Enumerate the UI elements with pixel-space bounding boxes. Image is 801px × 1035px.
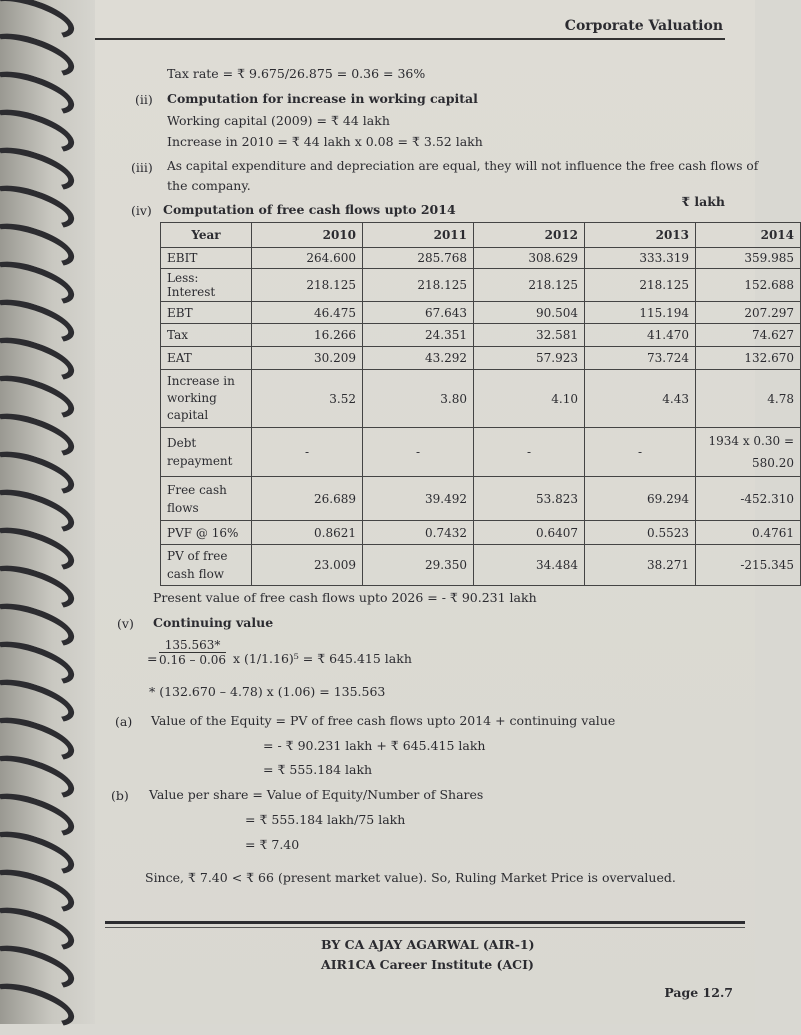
tax-rate-line: Tax rate = ₹ 9.675/26.875 = 0.36 = 36%: [167, 66, 426, 81]
table-cell: 207.297: [696, 302, 801, 324]
row-label: Free cash flows: [161, 477, 252, 521]
table-cell: 67.643: [363, 302, 474, 324]
header-cell: 2014: [696, 223, 801, 248]
row-label: Tax: [161, 324, 252, 347]
continuing-value-fraction: [159, 638, 226, 667]
table-row: [161, 347, 801, 370]
table-row: [161, 521, 801, 545]
table-cell: 69.294: [585, 477, 696, 521]
unit-label: ₹ lakh: [681, 194, 725, 209]
value-per-share-result: = ₹ 7.40: [245, 837, 300, 852]
equals-sign: =: [147, 651, 158, 666]
section-iii-line1: As capital expenditure and depreciation are equal, they will not influence the free cash flows of: [167, 159, 759, 173]
free-cash-flow-table: [160, 222, 801, 586]
page-number: Page 12.7: [664, 985, 733, 1000]
table-cell: 115.194: [585, 302, 696, 324]
table-row: [161, 248, 801, 269]
conclusion-line: Since, ₹ 7.40 < ₹ 66 (present market value). So, Ruling Market Price is overvalued.: [145, 870, 676, 885]
table-cell: 264.600: [252, 248, 363, 269]
row-label: PV of free cash flow: [161, 545, 252, 586]
present-value-line: Present value of free cash flows upto 2026 = - ₹ 90.231 lakh: [153, 590, 537, 605]
row-label: EBIT: [161, 248, 252, 269]
section-v-heading: Continuing value: [153, 615, 274, 630]
section-v-marker: (v): [117, 616, 134, 631]
row-label: Debt repayment: [161, 428, 252, 477]
header-rule: [95, 38, 725, 40]
table-cell: -: [585, 428, 696, 477]
equity-result-line: = ₹ 555.184 lakh: [263, 762, 373, 777]
table-cell: 34.484: [474, 545, 585, 586]
equity-value-line: Value of the Equity = PV of free cash flows upto 2014 + continuing value: [151, 713, 616, 728]
table-cell: -: [252, 428, 363, 477]
table-cell: 0.6407: [474, 521, 585, 545]
table-row: [161, 477, 801, 521]
table-cell: 152.688: [696, 269, 801, 302]
footer-author: BY CA AJAY AGARWAL (AIR-1): [321, 937, 535, 952]
table-cell: -452.310: [696, 477, 801, 521]
table-cell: 3.52: [252, 370, 363, 428]
header-cell: 2013: [585, 223, 696, 248]
spiral-binding: [0, 0, 95, 1024]
fraction-denominator: 0.16 – 0.06: [159, 653, 227, 667]
footer-institute: AIR1CA Career Institute (ACI): [321, 957, 534, 972]
value-per-share-calc: = ₹ 555.184 lakh/75 lakh: [245, 812, 406, 827]
table-cell: 0.5523: [585, 521, 696, 545]
table-cell: 38.271: [585, 545, 696, 586]
table-cell: 218.125: [474, 269, 585, 302]
table-row: [161, 269, 801, 302]
section-ii-heading: Computation for increase in working capital: [167, 91, 478, 106]
table-cell: 74.627: [696, 324, 801, 347]
equity-calc-line: = - ₹ 90.231 lakh + ₹ 645.415 lakh: [263, 738, 486, 753]
page-header-title: Corporate Valuation: [564, 18, 723, 34]
table-cell: -215.345: [696, 545, 801, 586]
table-cell: 333.319: [585, 248, 696, 269]
table-cell: 218.125: [585, 269, 696, 302]
table-cell: 308.629: [474, 248, 585, 269]
row-label: PVF @ 16%: [161, 521, 252, 545]
table-cell: 16.266: [252, 324, 363, 347]
table-row: [161, 302, 801, 324]
table-cell: 24.351: [363, 324, 474, 347]
table-cell: 0.4761: [696, 521, 801, 545]
increase-2010-line: Increase in 2010 = ₹ 44 lakh x 0.08 = ₹ 3.52 lakh: [167, 134, 483, 149]
section-iv-marker: (iv): [131, 203, 152, 218]
table-cell: 41.470: [585, 324, 696, 347]
section-iv-heading: Computation of free cash flows upto 2014: [163, 202, 456, 217]
table-cell: 132.670: [696, 347, 801, 370]
row-label: EAT: [161, 347, 252, 370]
table-cell: -: [474, 428, 585, 477]
document-page: [95, 0, 794, 1024]
table-cell: 0.7432: [363, 521, 474, 545]
table-cell: 4.78: [696, 370, 801, 428]
table-cell: 57.923: [474, 347, 585, 370]
part-b-marker: (b): [111, 788, 129, 803]
table-cell: 3.80: [363, 370, 474, 428]
table-cell: 53.823: [474, 477, 585, 521]
table-cell: 218.125: [363, 269, 474, 302]
table-cell: 29.350: [363, 545, 474, 586]
header-cell: 2011: [363, 223, 474, 248]
table-row: [161, 545, 801, 586]
row-label: Less: Interest: [161, 269, 252, 302]
section-iii-line2: the company.: [167, 178, 251, 193]
footnote-line: * (132.670 – 4.78) x (1.06) = 135.563: [149, 684, 386, 699]
table-row: [161, 370, 801, 428]
footer-rule-thin: [105, 927, 745, 928]
value-per-share-line: Value per share = Value of Equity/Number of Shares: [149, 787, 484, 802]
table-cell: 4.43: [585, 370, 696, 428]
row-label: Increase in working capital: [161, 370, 252, 428]
row-label: EBT: [161, 302, 252, 324]
table-cell: -: [363, 428, 474, 477]
working-capital-line: Working capital (2009) = ₹ 44 lakh: [167, 113, 390, 128]
fraction-numerator: 135.563*: [159, 638, 226, 653]
table-header-row: [161, 223, 801, 248]
header-cell: Year: [161, 223, 252, 248]
table-cell: 39.492: [363, 477, 474, 521]
table-row: [161, 428, 801, 477]
table-cell: 90.504: [474, 302, 585, 324]
section-iii-marker: (iii): [131, 160, 153, 175]
part-a-marker: (a): [115, 714, 133, 729]
continuing-value-result: x (1/1.16)⁵ = ₹ 645.415 lakh: [233, 651, 412, 666]
table-cell: 285.768: [363, 248, 474, 269]
table-cell: 30.209: [252, 347, 363, 370]
section-ii-marker: (ii): [135, 92, 153, 107]
table-cell: 0.8621: [252, 521, 363, 545]
table-cell: 4.10: [474, 370, 585, 428]
table-cell: 32.581: [474, 324, 585, 347]
table-cell: 23.009: [252, 545, 363, 586]
table-cell: 359.985: [696, 248, 801, 269]
header-cell: 2012: [474, 223, 585, 248]
table-cell: 73.724: [585, 347, 696, 370]
footer-rule: [105, 921, 745, 924]
table-cell: 46.475: [252, 302, 363, 324]
table-cell: 26.689: [252, 477, 363, 521]
table-cell: 43.292: [363, 347, 474, 370]
table-cell: 218.125: [252, 269, 363, 302]
table-row: [161, 324, 801, 347]
table-cell: 1934 x 0.30 = 580.20: [696, 428, 801, 477]
header-cell: 2010: [252, 223, 363, 248]
